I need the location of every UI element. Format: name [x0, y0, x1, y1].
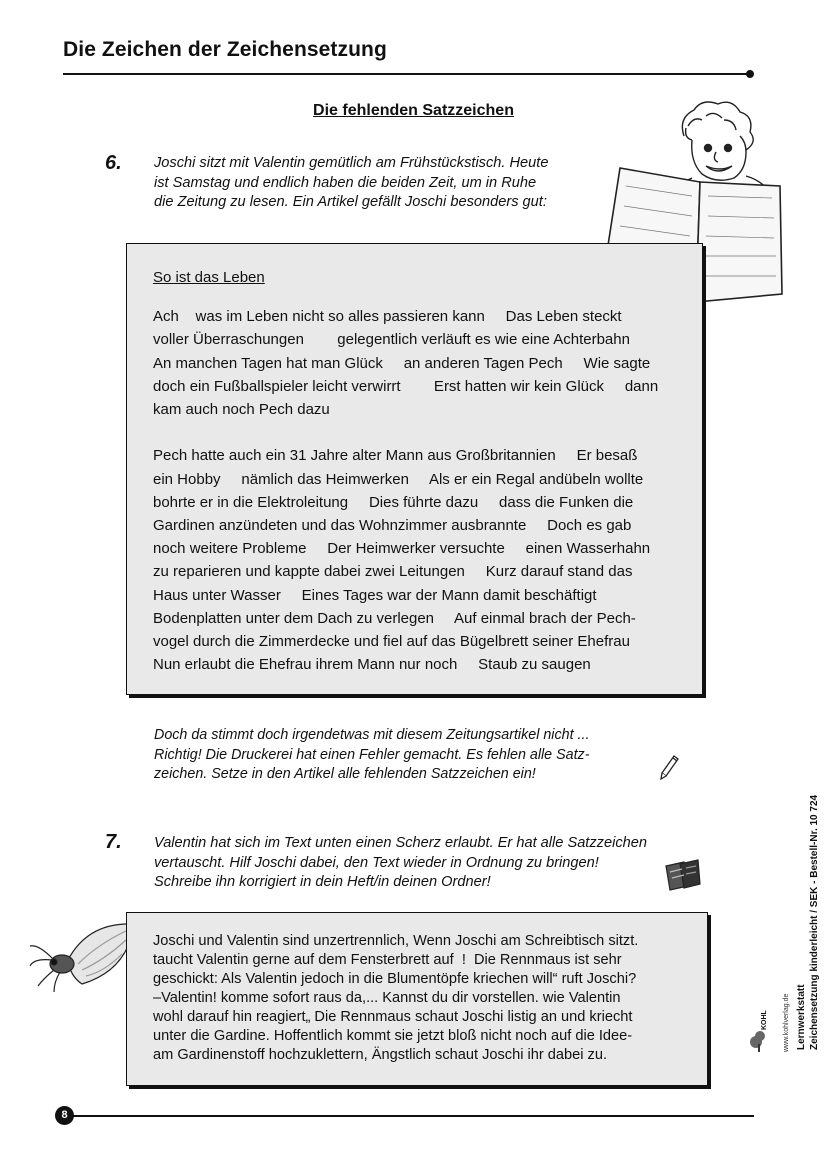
article-line: ein Hobby nämlich das Heimwerken Als er ein Regal andübeln wollte	[153, 470, 644, 488]
article-line: Nun erlaubt die Ehefrau ihrem Mann nur noch Staub zu saugen	[153, 656, 591, 674]
task-6-number: 6.	[105, 152, 122, 174]
task-7-number: 7.	[105, 831, 122, 853]
task-7-intro-line: vertauscht. Hilf Joschi dabei, den Text wieder in Ordnung zu bringen!	[154, 854, 599, 871]
section-title-text: Die fehlenden Satzzeichen	[313, 102, 514, 119]
task-6-instruction	[154, 726, 589, 785]
header-rule	[63, 73, 751, 75]
task-6-instruction-line: zeichen. Setze in den Artikel alle fehlenden Satzzeichen ein!	[154, 766, 536, 782]
page-header-title: Die Zeichen der Zeichensetzung	[63, 38, 387, 61]
moth-illustration	[28, 912, 138, 1008]
article-line: Haus unter Wasser Eines Tages war der Mann damit beschäftigt	[153, 586, 597, 604]
scrambled-text-line: geschickt: Als Valentin jedoch in die Blumentöpfe kriechen will“ ruft Joschi?	[153, 971, 637, 987]
article-line: Gardinen anzündeten und das Wohnzimmer ausbrannte Doch es gab	[153, 517, 632, 535]
pencil-icon	[658, 754, 680, 780]
article-line: voller Überraschungen gelegentlich verläuft es wie eine Achterbahn	[153, 331, 630, 349]
footer-rule	[72, 1115, 754, 1117]
task-7-intro-line: Schreibe ihn korrigiert in dein Heft/in deinen Ordner!	[154, 874, 491, 890]
article-line: doch ein Fußballspieler leicht verwirrt Erst hatten wir kein Glück dann	[153, 377, 659, 395]
scrambled-text-line: –Valentin! komme sofort raus da,... Kannst du dir vorstellen. wie Valentin	[153, 990, 621, 1006]
article-line: kam auch noch Pech dazu	[153, 401, 330, 419]
page-number: 8	[55, 1106, 74, 1125]
article-line: Ach was im Leben nicht so alles passieren kann Das Leben steckt	[153, 308, 622, 326]
sidebar-line-2: Zeichensetzung kinderleicht / SEK - Bestell-Nr. 10 724	[809, 794, 820, 1050]
task-6-intro-line: ist Samstag und endlich haben die beiden Zeit, um in Ruhe	[154, 174, 537, 191]
scrambled-text-line: taucht Valentin gerne auf dem Fensterbrett auf ! Die Rennmaus ist sehr	[153, 952, 622, 968]
sidebar-url: www.kohlverlag.de	[783, 993, 790, 1052]
article-line: bohrte er in die Elektroleitung Dies führte dazu dass die Funken die	[153, 493, 634, 511]
books-icon	[664, 858, 702, 892]
task-7-intro-line: Valentin hat sich im Text unten einen Scherz erlaubt. Er hat alle Satzzeichen	[154, 835, 647, 851]
scrambled-text-line: Joschi und Valentin sind unzertrennlich, Wenn Joschi am Schreibtisch sitzt.	[153, 933, 639, 949]
scrambled-text-line: wohl darauf hin reagiert„ Die Rennmaus schaut Joschi listig an und kriecht	[153, 1009, 633, 1025]
article-content	[153, 266, 658, 676]
task-6-intro	[154, 154, 548, 213]
article-line: vogel durch die Zimmerdecke und fiel auf das Bügelbrett seiner Ehefrau	[153, 633, 630, 651]
task-6-instruction-line: Richtig! Die Druckerei hat einen Fehler gemacht. Es fehlen alle Satz-	[154, 746, 590, 763]
article-line: noch weitere Probleme Der Heimwerker versuchte einen Wasserhahn	[153, 540, 651, 558]
task-6-intro-line: die Zeitung zu lesen. Ein Artikel gefällt Joschi besonders gut:	[154, 194, 547, 210]
article-line: zu reparieren und kappte dabei zwei Leitungen Kurz darauf stand das	[153, 563, 633, 581]
sidebar-line-1: Lernwerkstatt	[796, 984, 807, 1050]
task-7-intro	[154, 834, 647, 893]
article-line: An manchen Tagen hat man Glück an anderen Tagen Pech Wie sagte	[153, 354, 651, 372]
publisher-logo	[748, 990, 770, 1052]
publisher-logo-text: KOHL	[761, 1010, 768, 1030]
sidebar-product-info	[795, 795, 821, 1050]
article-line: Pech hatte auch ein 31 Jahre alter Mann aus Großbritannien Er besaß	[153, 447, 638, 465]
scrambled-text-line: unter die Gardine. Hoffentlich kommt sie jetzt bloß nicht noch auf die Idee-	[153, 1028, 633, 1044]
article-line: Bodenplatten unter dem Dach zu verlegen Auf einmal brach der Pech-	[153, 609, 636, 627]
scrambled-text-line: am Gardinenstoff hochzuklettern, Ängstlich schaut Joschi ihr dabei zu.	[153, 1047, 608, 1063]
task-6-intro-line: Joschi sitzt mit Valentin gemütlich am Frühstückstisch. Heute	[154, 155, 549, 171]
article-heading: So ist das Leben	[153, 269, 265, 286]
header-rule-dot	[746, 70, 754, 78]
scrambled-text-content	[153, 932, 638, 1065]
task-6-instruction-line: Doch da stimmt doch irgendetwas mit diesem Zeitungsartikel nicht ...	[154, 727, 590, 743]
